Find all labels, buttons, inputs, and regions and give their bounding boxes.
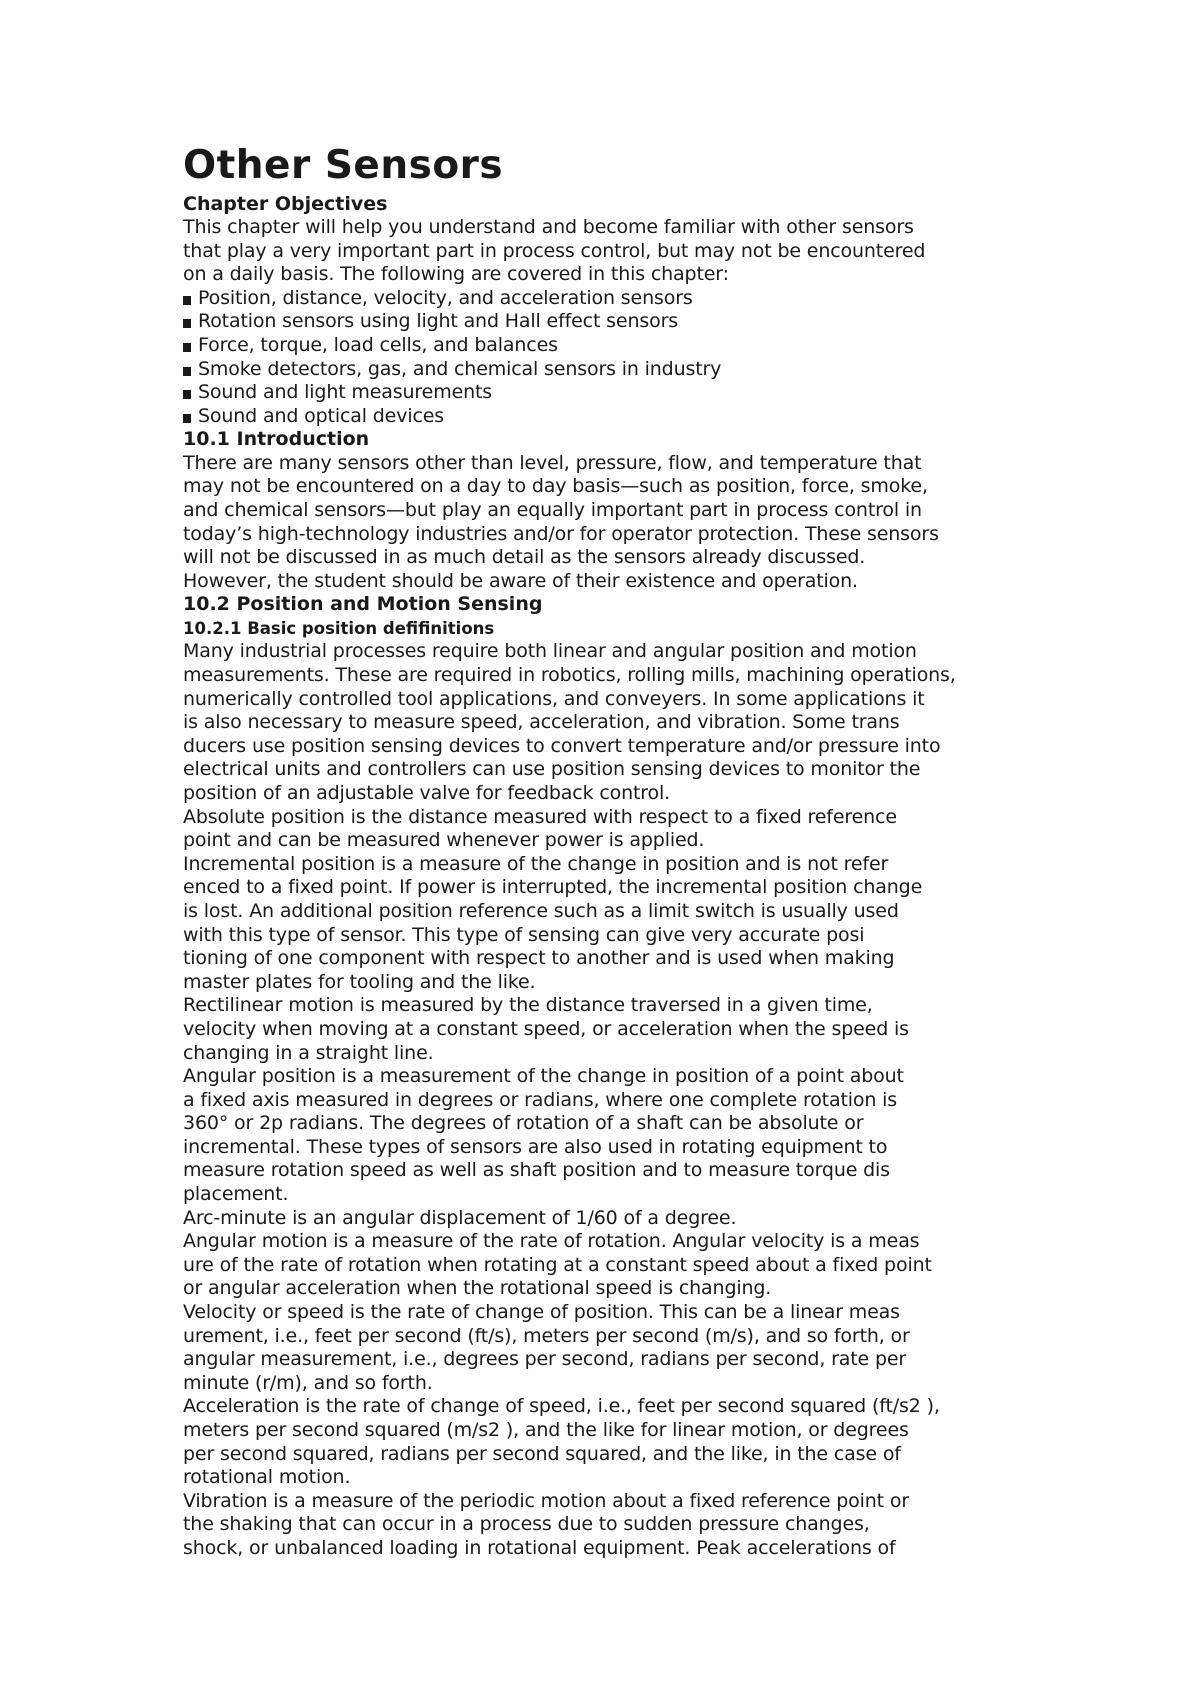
- subsection-heading-definitions: 10.2.1 Basic position defifinitions: [183, 618, 495, 638]
- list-item-text: Sound and light measurements: [198, 381, 493, 404]
- list-item-text: Sound and optical devices: [198, 404, 445, 427]
- paragraph-incremental-position: [183, 853, 1083, 995]
- text-line: shock, or unbalanced loading in rotational equipment. Peak accelerations of: [183, 1536, 896, 1559]
- text-line: placement.: [183, 1183, 289, 1206]
- text-line: with this type of sensor. This type of sensing can give very accurate posi: [183, 923, 865, 946]
- text-line: ducers use position sensing devices to convert temperature and/or pressure into: [183, 734, 941, 757]
- text-line: changing in a straight line.: [183, 1041, 434, 1064]
- text-line: master plates for tooling and the like.: [183, 970, 536, 993]
- list-item: [183, 405, 1083, 429]
- paragraph-angular-position: [183, 1065, 1083, 1207]
- list-item: [183, 358, 1083, 382]
- list-item: [183, 310, 1083, 334]
- paragraph-acceleration: [183, 1395, 1083, 1489]
- bullet-square-icon: [183, 319, 191, 328]
- text-line: the shaking that can occur in a process due to sudden pressure changes,: [183, 1513, 870, 1536]
- text-line: tioning of one component with respect to another and is used when making: [183, 947, 895, 970]
- text-line: Rectilinear motion is measured by the distance traversed in a given time,: [183, 994, 873, 1017]
- list-item-text: Smoke detectors, gas, and chemical sensors in industry: [198, 357, 722, 380]
- text-line: Many industrial processes require both linear and angular position and motion: [183, 640, 917, 663]
- paragraph-angular-motion: [183, 1230, 1083, 1301]
- text-line: that play a very important part in process control, but may not be encountered: [183, 239, 926, 262]
- text-line: Angular motion is a measure of the rate of rotation. Angular velocity is a meas: [183, 1230, 920, 1253]
- text-line: However, the student should be aware of their existence and operation.: [183, 569, 858, 592]
- bullet-square-icon: [183, 296, 191, 305]
- text-line: urement, i.e., feet per second (ft/s), meters per second (m/s), and so forth, or: [183, 1324, 910, 1347]
- page-title: Other Sensors: [183, 143, 504, 188]
- text-line: numerically controlled tool applications, and conveyers. In some applications it: [183, 687, 925, 710]
- text-line: a fixed axis measured in degrees or radians, where one complete rotation is: [183, 1088, 898, 1111]
- objectives-list: [183, 287, 1083, 429]
- text-line: Angular position is a measurement of the change in position of a point about: [183, 1065, 904, 1088]
- text-line: today’s high-technology industries and/or for operator protection. These sensors: [183, 522, 939, 545]
- objectives-intro: [183, 216, 1083, 287]
- list-item: [183, 381, 1083, 405]
- list-item: [183, 287, 1083, 311]
- text-line: position of an adjustable valve for feedback control.: [183, 781, 671, 804]
- text-line: This chapter will help you understand and become familiar with other sensors: [183, 216, 914, 238]
- text-line: rotational motion.: [183, 1466, 351, 1489]
- text-line: per second squared, radians per second squared, and the like, in the case of: [183, 1442, 901, 1465]
- text-line: Absolute position is the distance measured with respect to a fixed reference: [183, 805, 897, 828]
- text-line: point and can be measured whenever power is applied.: [183, 829, 705, 852]
- list-item: [183, 334, 1083, 358]
- text-line: is also necessary to measure speed, acceleration, and vibration. Some trans: [183, 711, 900, 734]
- text-line: may not be encountered on a day to day basis—such as position, force, smoke,: [183, 475, 928, 498]
- objectives-heading: Chapter Objectives: [183, 193, 388, 215]
- bullet-square-icon: [183, 343, 191, 352]
- section-heading-introduction: 10.1 Introduction: [183, 428, 370, 451]
- document-page: [183, 140, 1083, 1561]
- text-line: is lost. An additional position reference such as a limit switch is usually used: [183, 899, 899, 922]
- text-line: Acceleration is the rate of change of speed, i.e., feet per second squared (ft/s2 ),: [183, 1395, 940, 1418]
- section-heading-position-motion: 10.2 Position and Motion Sensing: [183, 593, 543, 616]
- paragraph-linear-angular: [183, 640, 1083, 805]
- text-line: velocity when moving at a constant speed, or acceleration when the speed is: [183, 1017, 909, 1040]
- text-line: Velocity or speed is the rate of change of position. This can be a linear meas: [183, 1301, 900, 1324]
- bullet-square-icon: [183, 390, 191, 399]
- paragraph-absolute-position: [183, 806, 1083, 853]
- text-line: Arc-minute is an angular displacement of 1/60 of a degree.: [183, 1206, 737, 1229]
- paragraph-velocity: [183, 1301, 1083, 1395]
- text-line: angular measurement, i.e., degrees per second, radians per second, rate per: [183, 1348, 907, 1371]
- list-item-text: Rotation sensors using light and Hall effect sensors: [198, 310, 678, 333]
- text-line: and chemical sensors—but play an equally important part in process control in: [183, 499, 922, 522]
- list-item-text: Position, distance, velocity, and acceleration sensors: [198, 286, 693, 309]
- text-line: meters per second squared (m/s2 ), and the like for linear motion, or degrees: [183, 1419, 909, 1441]
- introduction-paragraph: [183, 452, 1083, 594]
- text-line: ure of the rate of rotation when rotating at a constant speed about a fixed point: [183, 1253, 932, 1276]
- text-line: will not be discussed in as much detail as the sensors already discussed.: [183, 546, 866, 569]
- text-line: on a daily basis. The following are covered in this chapter:: [183, 263, 729, 286]
- text-line: measurements. These are required in robotics, rolling mills, machining operations,: [183, 664, 956, 686]
- text-line: or angular acceleration when the rotational speed is changing.: [183, 1277, 772, 1300]
- text-line: 360° or 2p radians. The degrees of rotation of a shaft can be absolute or: [183, 1112, 864, 1135]
- text-line: Vibration is a measure of the periodic motion about a fixed reference point or: [183, 1489, 909, 1512]
- text-line: electrical units and controllers can use position sensing devices to monitor the: [183, 758, 921, 781]
- text-line: Incremental position is a measure of the change in position and is not refer: [183, 852, 889, 875]
- list-item-text: Force, torque, load cells, and balances: [198, 333, 558, 356]
- text-line: There are many sensors other than level, pressure, flow, and temperature that: [183, 451, 922, 474]
- paragraph-rectilinear-motion: [183, 994, 1083, 1065]
- bullet-square-icon: [183, 367, 191, 376]
- text-line: measure rotation speed as well as shaft position and to measure torque dis: [183, 1159, 890, 1182]
- text-line: incremental. These types of sensors are also used in rotating equipment to: [183, 1135, 888, 1158]
- text-line: enced to a fixed point. If power is interrupted, the incremental position change: [183, 876, 923, 899]
- paragraph-arc-minute: [183, 1207, 1083, 1231]
- text-line: minute (r/m), and so forth.: [183, 1371, 433, 1394]
- bullet-square-icon: [183, 414, 191, 423]
- paragraph-vibration: [183, 1490, 1083, 1561]
